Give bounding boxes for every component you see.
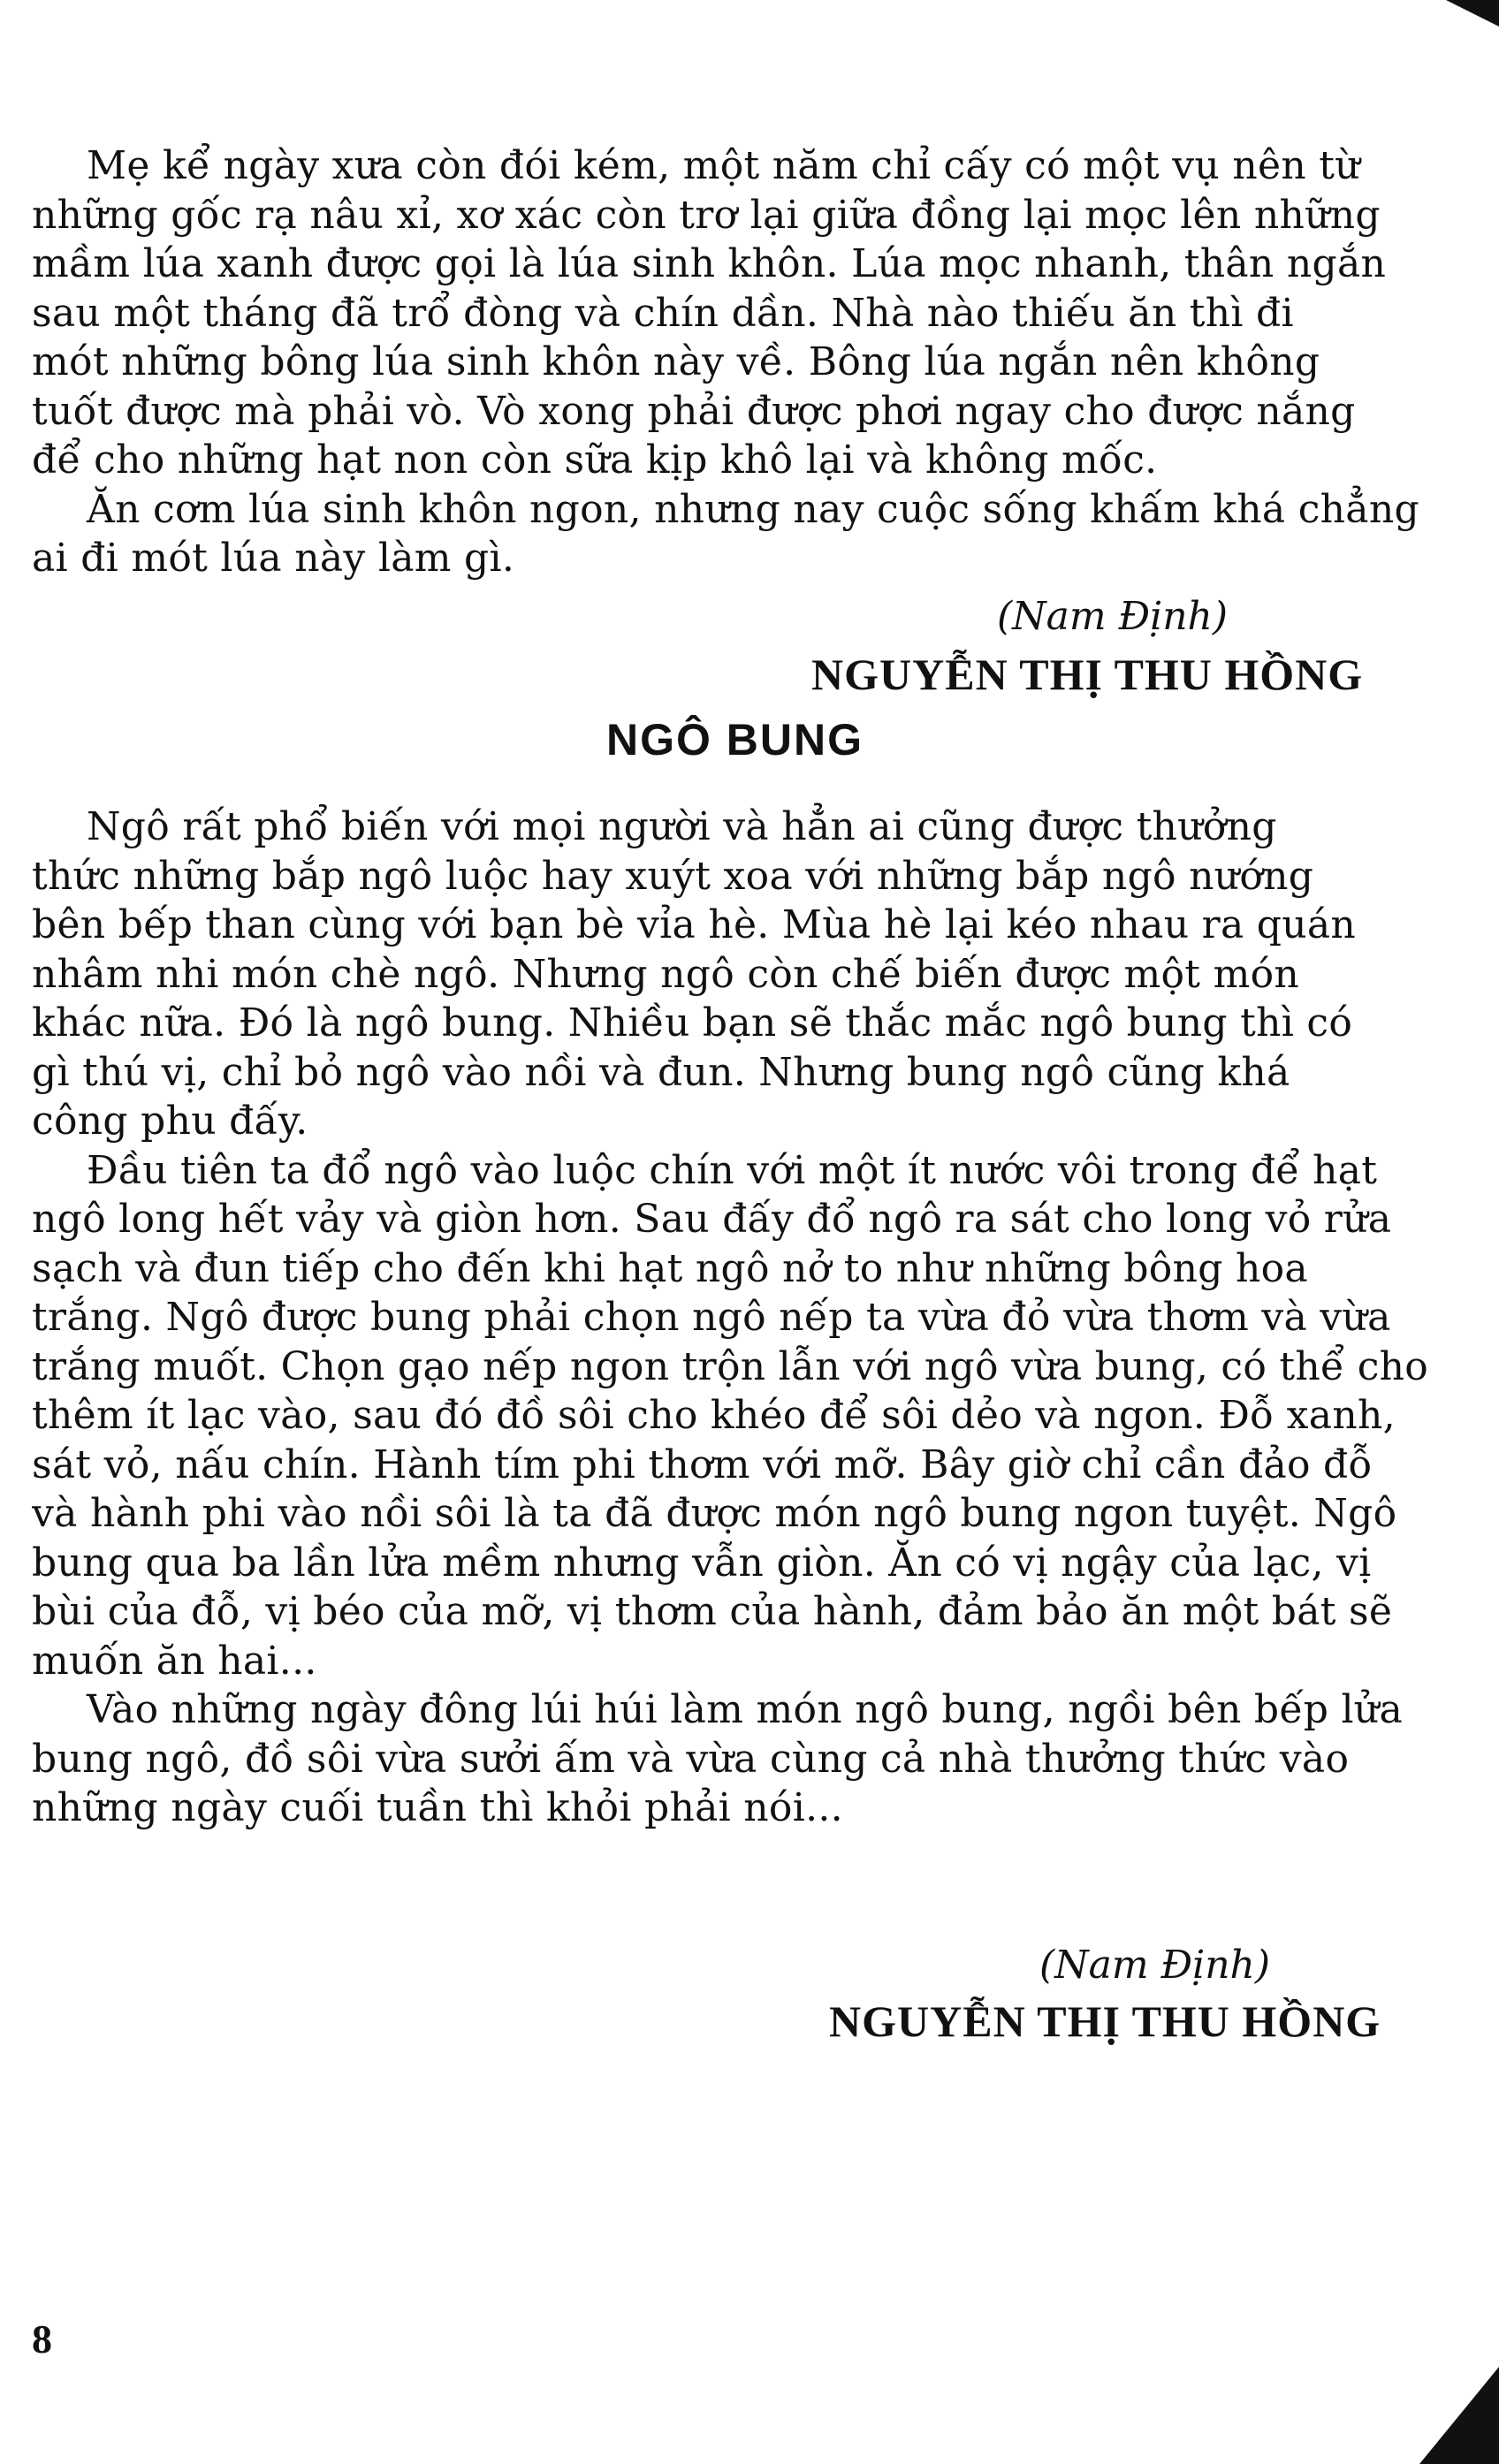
section2-body	[32, 802, 1446, 1833]
page-number: 8	[32, 2316, 52, 2361]
paragraph-line: ngô long hết vảy và giòn hơn. Sau đấy đổ ngô ra sát cho long vỏ rửa	[32, 1197, 1392, 1242]
paragraph-line: sau một tháng đã trổ đòng và chín dần. Nhà nào thiếu ăn thì đi	[32, 290, 1294, 336]
paragraph-line: bung qua ba lần lửa mềm nhưng vẫn giòn. Ăn có vị ngậy của lạc, vị	[32, 1540, 1372, 1586]
paragraph-line: mầm lúa xanh được gọi là lúa sinh khôn. Lúa mọc nhanh, thân ngắn	[32, 241, 1387, 286]
paragraph-line: khác nữa. Đó là ngô bung. Nhiều bạn sẽ thắc mắc ngô bung thì có	[32, 1000, 1353, 1046]
paragraph-line: ai đi mót lúa này làm gì.	[32, 536, 515, 581]
paragraph-line: bùi của đỗ, vị béo của mỡ, vị thơm của hành, đảm bảo ăn một bát sẽ	[32, 1589, 1393, 1634]
paragraph-line: nhâm nhi món chè ngô. Nhưng ngô còn chế biến được một món	[32, 951, 1300, 997]
paragraph-line: Vào những ngày đông lúi húi làm món ngô bung, ngồi bên bếp lửa	[87, 1687, 1404, 1732]
paragraph-line: gì thú vị, chỉ bỏ ngô vào nồi và đun. Nhưng bung ngô cũng khá	[32, 1049, 1290, 1095]
paragraph-line: sát vỏ, nấu chín. Hành tím phi thơm với mỡ. Bây giờ chỉ cần đảo đỗ	[32, 1441, 1373, 1487]
article-heading: NGÔ BUNG	[606, 715, 864, 764]
paragraph-line: Mẹ kể ngày xưa còn đói kém, một năm chỉ cấy có một vụ nên từ	[87, 143, 1360, 188]
paragraph-line: Ăn cơm lúa sinh khôn ngon, nhưng nay cuộc sống khấm khá chẳng	[87, 486, 1419, 532]
section2-source: (Nam Định)	[1039, 1943, 1271, 1988]
paragraph-line: trắng muốt. Chọn gạo nếp ngon trộn lẫn với ngô vừa bung, có thể cho	[32, 1343, 1429, 1389]
paragraph-line: bên bếp than cùng với bạn bè vỉa hè. Mùa hè lại kéo nhau ra quán	[32, 902, 1357, 947]
paragraph-line: muốn ăn hai...	[32, 1638, 317, 1684]
section2-author: NGUYỄN THỊ THU HỒNG	[829, 1996, 1381, 2046]
paragraph-line: những gốc rạ nâu xỉ, xơ xác còn trơ lại giữa đồng lại mọc lên những	[32, 192, 1381, 238]
paragraph-line: và hành phi vào nồi sôi là ta đã được món ngô bung ngon tuyệt. Ngô	[32, 1491, 1397, 1536]
page-edge-shadow-bottom	[1419, 2367, 1499, 2464]
paragraph-line: công phu đấy.	[32, 1099, 308, 1144]
paragraph-line: Ngô rất phổ biến với mọi người và hẳn ai cũng được thưởng	[87, 804, 1277, 849]
paragraph-line: thức những bắp ngô luộc hay xuýt xoa với những bắp ngô nướng	[32, 853, 1314, 899]
paragraph-line: Đầu tiên ta đổ ngô vào luộc chín với một ít nước vôi trong để hạt	[87, 1147, 1378, 1193]
paragraph-line: trắng. Ngô được bung phải chọn ngô nếp ta vừa đỏ vừa thơm và vừa	[32, 1295, 1391, 1340]
paragraph-line: những ngày cuối tuần thì khỏi phải nói...	[32, 1785, 843, 1830]
section1-body	[32, 141, 1446, 583]
page-edge-shadow-top	[1446, 0, 1499, 27]
paragraph-line: để cho những hạt non còn sữa kịp khô lại và không mốc.	[32, 437, 1158, 483]
paragraph-line: bung ngô, đồ sôi vừa sưởi ấm và vừa cùng cả nhà thưởng thức vào	[32, 1736, 1350, 1782]
paragraph-line: mót những bông lúa sinh khôn này về. Bông lúa ngắn nên không	[32, 339, 1320, 384]
paragraph-line: tuốt được mà phải vò. Vò xong phải được phơi ngay cho được nắng	[32, 388, 1356, 434]
paragraph-line: thêm ít lạc vào, sau đó đồ sôi cho khéo để sôi dẻo và ngon. Đỗ xanh,	[32, 1393, 1396, 1438]
paragraph-line: sạch và đun tiếp cho đến khi hạt ngô nở to như những bông hoa	[32, 1245, 1308, 1291]
section1-author: NGUYỄN THỊ THU HỒNG	[811, 650, 1364, 699]
section1-source: (Nam Định)	[997, 594, 1229, 639]
